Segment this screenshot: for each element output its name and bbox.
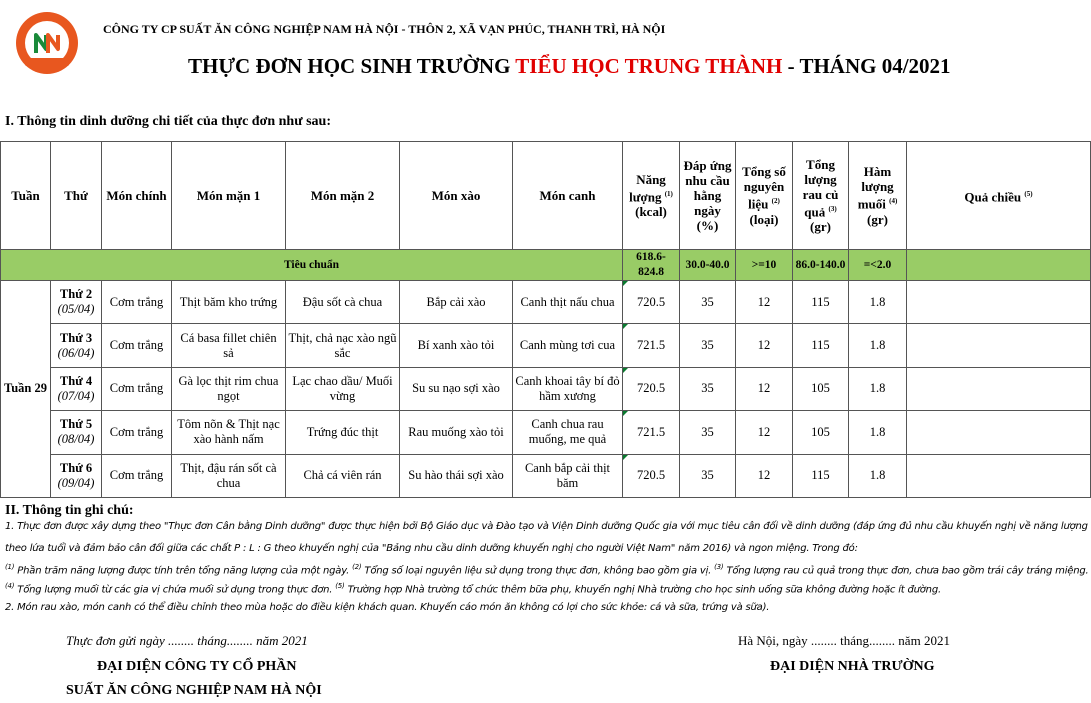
salty2-cell: Lạc chao dầu/ Muối vừng bbox=[286, 367, 400, 410]
day-cell: Thứ 6 (09/04) bbox=[51, 454, 102, 497]
dessert-cell bbox=[907, 411, 1091, 454]
main-dish-cell: Cơm trắng bbox=[102, 454, 172, 497]
dessert-cell bbox=[907, 281, 1091, 324]
day-cell: Thứ 4 (07/04) bbox=[51, 367, 102, 410]
salty1-cell: Gà lọc thịt rim chua ngọt bbox=[172, 367, 286, 410]
stirfry-cell: Su hào thái sợi xào bbox=[400, 454, 513, 497]
need-cell: 35 bbox=[680, 281, 736, 324]
vegetables-cell: 115 bbox=[793, 281, 849, 324]
company-representative-line-1: ĐẠI DIỆN CÔNG TY CỔ PHẦN bbox=[97, 659, 297, 674]
salty1-cell: Thịt, đậu rán sốt cà chua bbox=[172, 454, 286, 497]
standard-salt: =<2.0 bbox=[849, 250, 907, 281]
ingredients-cell: 12 bbox=[736, 281, 793, 324]
need-cell: 35 bbox=[680, 324, 736, 367]
section2-heading: II. Thông tin ghi chú: bbox=[5, 503, 134, 518]
place-date-line: Hà Nội, ngày ........ tháng........ năm 2021 bbox=[738, 633, 950, 648]
page-title: THỰC ĐƠN HỌC SINH TRƯỜNG TIỂU HỌC TRUNG THÀNH - THÁNG 04/2021 bbox=[188, 54, 951, 78]
header-vegetables: Tổng lượng rau củ quả $^{(3)}$ (gr) bbox=[793, 142, 849, 250]
energy-cell: 721.5 bbox=[623, 411, 680, 454]
standard-need: 30.0-40.0 bbox=[680, 250, 736, 281]
ingredients-cell: 12 bbox=[736, 454, 793, 497]
need-cell: 35 bbox=[680, 454, 736, 497]
table-row bbox=[1, 367, 1091, 410]
salty1-cell: Thịt băm kho trứng bbox=[172, 281, 286, 324]
day-cell: Thứ 5 (08/04) bbox=[51, 411, 102, 454]
company-logo-icon bbox=[15, 11, 79, 75]
company-representative-line-2: SUẤT ĂN CÔNG NGHIỆP NAM HÀ NỘI bbox=[66, 683, 322, 698]
note-footnotes-2: $^{(4)}$ Tổng lượng muối từ các gia vị chứa muối sử dụng trong thực đơn. $^{(5)}$ Trường hợp Nhà trường tổ chức thêm bữa phụ, khuyến nghị Nhà trường cho học sinh uống sữa không đường hoặc ít đường. bbox=[5, 582, 941, 596]
header-salt: Hàm lượng muối $^{(4)}$ (gr) bbox=[849, 142, 907, 250]
note-2: 2. Món rau xào, món canh có thể điều chỉnh theo mùa hoặc do điều kiện khách quan. Khuyến cáo món ăn không có lợi cho sức khỏe: cá và sữa, trứng và sữa). bbox=[5, 602, 770, 613]
salt-cell: 1.8 bbox=[849, 324, 907, 367]
header-salty-2: Món mặn 2 bbox=[286, 142, 400, 250]
week-label: Tuần 29 bbox=[1, 281, 51, 498]
table-row bbox=[1, 324, 1091, 367]
note-footnotes-1: $^{(1)}$ Phần trăm năng lượng được tính trên tổng năng lượng của một ngày. $^{(2)}$ Tổng số loại nguyên liệu sử dụng trong thực đơn, không bao gồm gia vị. $^{(3)}$ Tổng lượng rau củ quả trong thực đơn, chưa bao gồm trái cây tráng miệng. bbox=[5, 563, 1089, 577]
main-dish-cell: Cơm trắng bbox=[102, 411, 172, 454]
table-header-row bbox=[1, 142, 1091, 250]
dessert-cell bbox=[907, 367, 1091, 410]
vegetables-cell: 115 bbox=[793, 454, 849, 497]
salty2-cell: Chả cá viên rán bbox=[286, 454, 400, 497]
note-1b: theo lứa tuổi và đảm bảo cân đối giữa các chất P : L : G theo khuyến nghị của "Bảng nhu cầu dinh dưỡng khuyến nghị cho người Việt Nam" năm 2016) và ngon miệng. Trong đó: bbox=[5, 543, 858, 554]
school-name: TIỂU HỌC TRUNG THÀNH bbox=[515, 54, 783, 78]
energy-cell: 720.5 bbox=[623, 367, 680, 410]
standard-dessert bbox=[907, 250, 1091, 281]
salty1-cell: Cá basa fillet chiên sả bbox=[172, 324, 286, 367]
standard-energy: 618.6-824.8 bbox=[623, 250, 680, 281]
header-ingredients: Tổng số nguyên liệu $^{(2)}$ (loại) bbox=[736, 142, 793, 250]
stirfry-cell: Bắp cải xào bbox=[400, 281, 513, 324]
energy-cell: 720.5 bbox=[623, 281, 680, 324]
dessert-cell bbox=[907, 454, 1091, 497]
vegetables-cell: 105 bbox=[793, 367, 849, 410]
soup-cell: Canh chua rau muống, me quả bbox=[513, 411, 623, 454]
table-row bbox=[1, 281, 1091, 324]
soup-cell: Canh mùng tơi cua bbox=[513, 324, 623, 367]
table-row bbox=[1, 454, 1091, 497]
header-main-dish: Món chính bbox=[102, 142, 172, 250]
header-dessert: Quả chiều $^{(5)}$ bbox=[907, 142, 1091, 250]
note-1a: 1. Thực đơn được xây dựng theo "Thực đơn Cân bằng Dinh dưỡng" được thực hiện bởi Bộ Giáo dục và Đào tạo và Viện Dinh dưỡng Quốc gia với mục tiêu cân đối về dinh dưỡng (đáp ứng đủ nhu cầu khuyến nghị về năng lượng bbox=[5, 521, 1088, 532]
header-salty-1: Món mặn 1 bbox=[172, 142, 286, 250]
day-cell: Thứ 3 (06/04) bbox=[51, 324, 102, 367]
main-dish-cell: Cơm trắng bbox=[102, 281, 172, 324]
header-week: Tuần bbox=[1, 142, 51, 250]
ingredients-cell: 12 bbox=[736, 324, 793, 367]
stirfry-cell: Su su nạo sợi xào bbox=[400, 367, 513, 410]
standard-ingredients: >=10 bbox=[736, 250, 793, 281]
main-dish-cell: Cơm trắng bbox=[102, 324, 172, 367]
section1-heading: I. Thông tin dinh dưỡng chi tiết của thực đơn như sau: bbox=[5, 114, 331, 129]
energy-cell: 721.5 bbox=[623, 324, 680, 367]
need-cell: 35 bbox=[680, 411, 736, 454]
header-energy: Năng lượng $^{(1)}$ (kcal) bbox=[623, 142, 680, 250]
table-row bbox=[1, 411, 1091, 454]
salty2-cell: Thịt, chả nạc xào ngũ sắc bbox=[286, 324, 400, 367]
soup-cell: Canh bắp cải thịt băm bbox=[513, 454, 623, 497]
header-daily-need: Đáp ứng nhu cầu hằng ngày (%) bbox=[680, 142, 736, 250]
menu-table bbox=[0, 141, 1091, 498]
need-cell: 35 bbox=[680, 367, 736, 410]
stirfry-cell: Bí xanh xào tỏi bbox=[400, 324, 513, 367]
salty2-cell: Trứng đúc thịt bbox=[286, 411, 400, 454]
school-representative: ĐẠI DIỆN NHÀ TRƯỜNG bbox=[770, 659, 935, 674]
standard-vegetables: 86.0-140.0 bbox=[793, 250, 849, 281]
standard-label: Tiêu chuẩn bbox=[1, 250, 623, 281]
salt-cell: 1.8 bbox=[849, 454, 907, 497]
company-address-line: CÔNG TY CP SUẤT ĂN CÔNG NGHIỆP NAM HÀ NỘI - THÔN 2, XÃ VẠN PHÚC, THANH TRÌ, HÀ NỘI bbox=[103, 22, 666, 36]
vegetables-cell: 115 bbox=[793, 324, 849, 367]
soup-cell: Canh khoai tây bí đỏ hầm xương bbox=[513, 367, 623, 410]
header-soup: Món canh bbox=[513, 142, 623, 250]
salt-cell: 1.8 bbox=[849, 281, 907, 324]
soup-cell: Canh thịt nấu chua bbox=[513, 281, 623, 324]
standard-row bbox=[1, 250, 1091, 281]
header-day: Thứ bbox=[51, 142, 102, 250]
day-cell: Thứ 2 (05/04) bbox=[51, 281, 102, 324]
sent-date-line: Thực đơn gửi ngày ........ tháng........ năm 2021 bbox=[66, 633, 308, 648]
salty1-cell: Tôm nõn & Thịt nạc xào hành nấm bbox=[172, 411, 286, 454]
header-stir-fry: Món xào bbox=[400, 142, 513, 250]
ingredients-cell: 12 bbox=[736, 411, 793, 454]
main-dish-cell: Cơm trắng bbox=[102, 367, 172, 410]
salty2-cell: Đậu sốt cà chua bbox=[286, 281, 400, 324]
stirfry-cell: Rau muống xào tỏi bbox=[400, 411, 513, 454]
salt-cell: 1.8 bbox=[849, 367, 907, 410]
vegetables-cell: 105 bbox=[793, 411, 849, 454]
salt-cell: 1.8 bbox=[849, 411, 907, 454]
ingredients-cell: 12 bbox=[736, 367, 793, 410]
energy-cell: 720.5 bbox=[623, 454, 680, 497]
dessert-cell bbox=[907, 324, 1091, 367]
